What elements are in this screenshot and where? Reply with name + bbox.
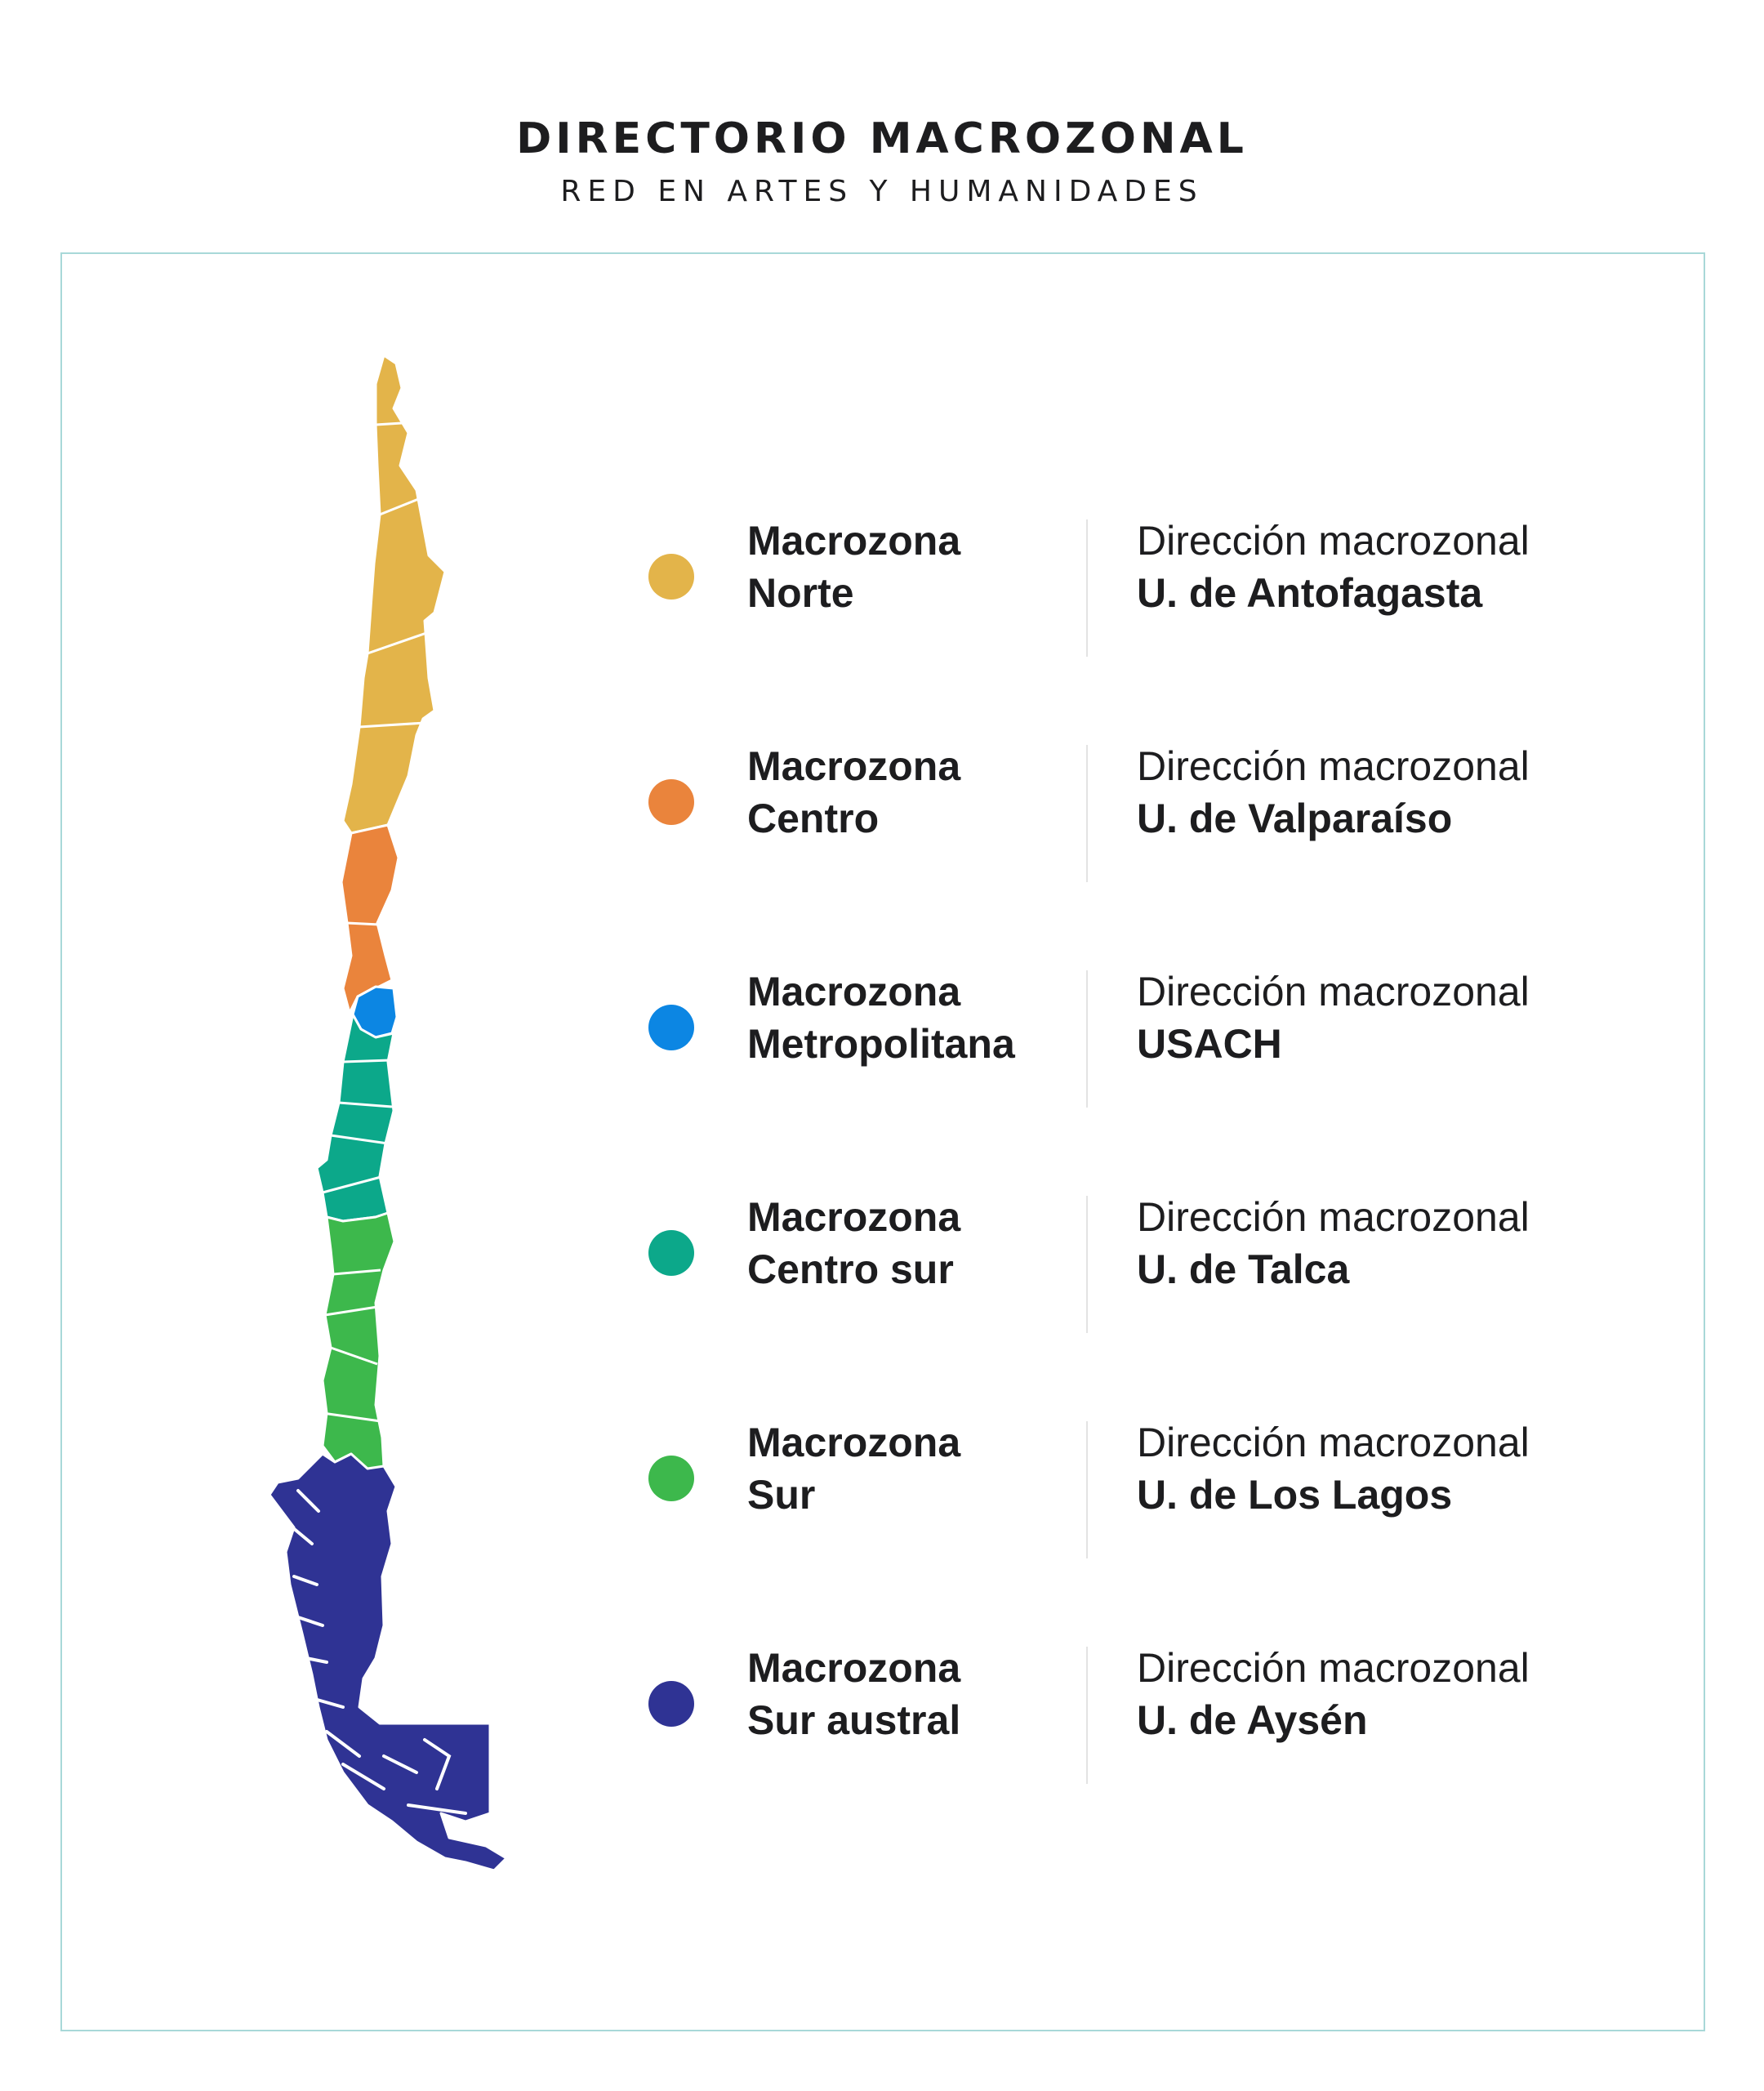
- zone-color-dot: [648, 1005, 694, 1050]
- zone-name-line2: Metropolitana: [747, 1021, 1015, 1067]
- direction-name: U. de Talca: [1137, 1246, 1350, 1292]
- divider: [1086, 1421, 1088, 1558]
- direction-label: Dirección macrozonal: [1137, 743, 1530, 789]
- zone-name: [747, 740, 1090, 845]
- direction-label: Dirección macrozonal: [1137, 1645, 1530, 1691]
- direction-label: Dirección macrozonal: [1137, 969, 1530, 1014]
- zone-row-centro-sur: [637, 1191, 1617, 1416]
- zone-color-dot: [648, 554, 694, 600]
- zone-name-line2: Norte: [747, 570, 854, 616]
- zone-row-sur-austral: [637, 1642, 1617, 1867]
- zone-color-dot: [648, 1456, 694, 1501]
- direction-name: U. de Antofagasta: [1137, 570, 1483, 616]
- zone-color-dot: [648, 1681, 694, 1727]
- chile-macrozones-map: [220, 351, 514, 1952]
- zone-name-line1: Macrozona: [747, 743, 961, 789]
- zone-name-line1: Macrozona: [747, 1645, 961, 1691]
- zone-name-line1: Macrozona: [747, 1420, 961, 1465]
- divider: [1086, 1647, 1088, 1784]
- zone-direction: [1137, 1642, 1594, 1746]
- zone-name-line1: Macrozona: [747, 518, 961, 564]
- zone-color-dot: [648, 779, 694, 825]
- divider: [1086, 745, 1088, 882]
- zone-name: [747, 965, 1090, 1070]
- map-region-norte: [343, 355, 445, 833]
- direction-name: U. de Los Lagos: [1137, 1472, 1453, 1518]
- zone-name: [747, 1191, 1090, 1295]
- zone-direction: [1137, 1191, 1594, 1295]
- zone-direction: [1137, 965, 1594, 1070]
- map-region-sur-austral: [270, 1454, 506, 1870]
- divider: [1086, 1196, 1088, 1333]
- direction-label: Dirección macrozonal: [1137, 1420, 1530, 1465]
- page-subtitle: RED EN ARTES Y HUMANIDADES: [560, 175, 1204, 208]
- zone-name: [747, 1416, 1090, 1521]
- zone-row-centro: [637, 740, 1617, 965]
- direction-name: USACH: [1137, 1021, 1282, 1067]
- zone-directory: [637, 515, 1617, 1867]
- zone-row-norte: [637, 515, 1617, 740]
- zone-name-line2: Centro sur: [747, 1246, 954, 1292]
- header: [0, 114, 1764, 208]
- direction-label: Dirección macrozonal: [1137, 1194, 1530, 1240]
- zone-name-line1: Macrozona: [747, 969, 961, 1014]
- divider: [1086, 970, 1088, 1108]
- zone-name-line2: Sur: [747, 1472, 816, 1518]
- zone-direction: [1137, 1416, 1594, 1521]
- divider: [1086, 519, 1088, 657]
- zone-name-line2: Sur austral: [747, 1697, 961, 1743]
- direction-label: Dirección macrozonal: [1137, 518, 1530, 564]
- direction-name: U. de Valparaíso: [1137, 796, 1453, 841]
- zone-name: [747, 1642, 1090, 1746]
- zone-row-metropolitana: [637, 965, 1617, 1191]
- zone-row-sur: [637, 1416, 1617, 1642]
- zone-name: [747, 515, 1090, 619]
- zone-direction: [1137, 740, 1594, 845]
- direction-name: U. de Aysén: [1137, 1697, 1368, 1743]
- zone-direction: [1137, 515, 1594, 619]
- page-title: DIRECTORIO MACROZONAL: [516, 114, 1248, 163]
- map-region-centro: [341, 825, 399, 1013]
- zone-name-line2: Centro: [747, 796, 880, 841]
- map-region-sur: [323, 1213, 394, 1470]
- zone-color-dot: [648, 1230, 694, 1276]
- zone-name-line1: Macrozona: [747, 1194, 961, 1240]
